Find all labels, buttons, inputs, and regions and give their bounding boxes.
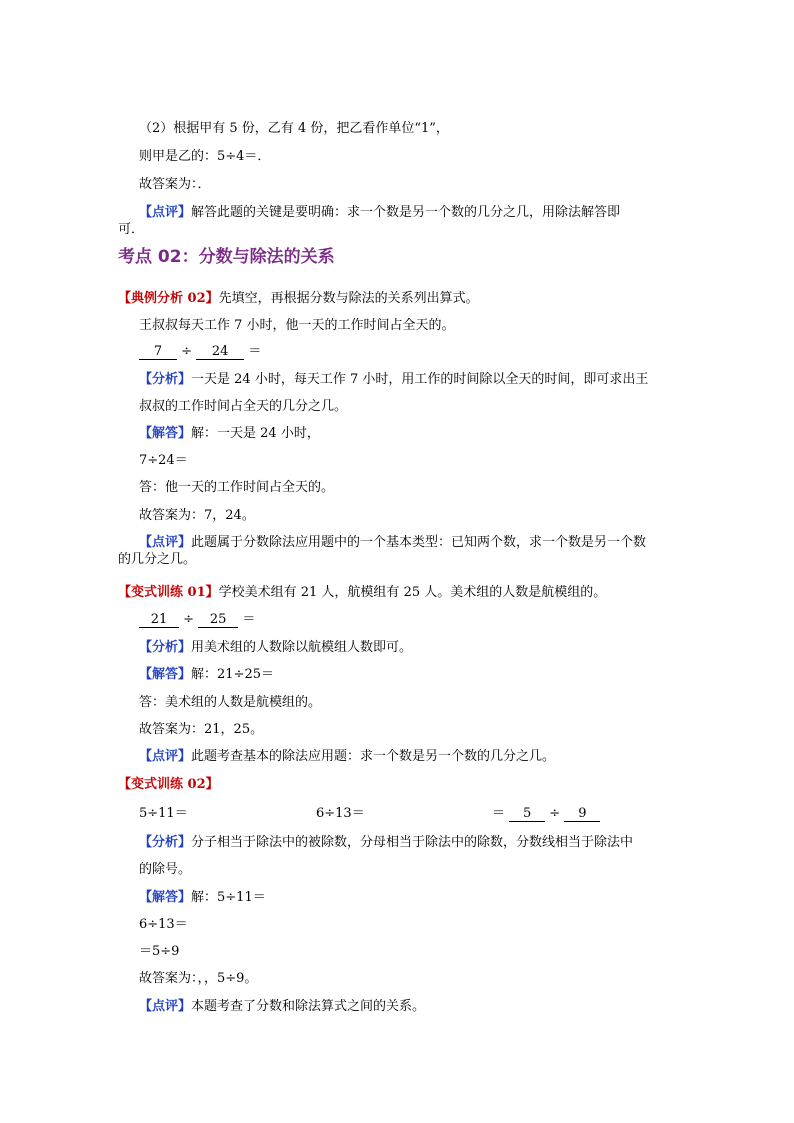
text-line: 答：他一天的工作时间占全天的。	[139, 480, 335, 495]
fill-in-line	[139, 343, 261, 361]
training-tag: 【变式训练 01】	[118, 585, 219, 600]
equal-sign: ＝	[248, 344, 262, 359]
solution-line	[139, 666, 274, 684]
fill-in-line	[139, 611, 255, 629]
review-tag: 【点评】	[139, 999, 192, 1014]
section-heading: 考点 02：分数与除法的关系	[118, 247, 335, 267]
review-tag: 【点评】	[139, 749, 192, 764]
analysis-line	[139, 834, 633, 852]
equation: 5÷11＝	[139, 806, 188, 821]
training-question-line	[118, 584, 606, 602]
text-line: ＝5÷9	[139, 944, 180, 959]
training-tag-line	[118, 776, 219, 794]
divide-sign: ÷	[181, 344, 193, 359]
text-line: 故答案为：21，25。	[139, 722, 264, 737]
review-text: 解答此题的关键是要明确：求一个数是另一个数的几分之几，用除法解答即	[191, 205, 621, 220]
analysis-line	[139, 639, 412, 657]
text-line: 答：美术组的人数是航模组的。	[139, 695, 322, 710]
review-text: 此题考查基本的除法应用题：求一个数是另一个数的几分之几。	[191, 749, 556, 764]
review-tag: 【点评】	[139, 535, 192, 550]
text-line: 则甲是乙的：5÷4＝．	[139, 149, 271, 164]
answer-blank: 7	[139, 344, 177, 360]
analysis-line	[139, 371, 648, 389]
solution-text: 解：21÷25＝	[191, 667, 274, 682]
text-line: 故答案为：7，24。	[139, 508, 255, 523]
solution-text: 解：5÷11＝	[191, 890, 266, 905]
review-text: 此题属于分数除法应用题中的一个基本类型：已知两个数，求一个数是另一个数	[191, 535, 647, 550]
equal-sign: ＝	[242, 612, 256, 627]
answer-blank: 9	[564, 806, 600, 822]
answer-blank: 5	[509, 806, 545, 822]
review-tag: 【点评】	[139, 205, 192, 220]
fill-in-line	[492, 805, 600, 823]
solution-line	[139, 425, 320, 443]
review-line	[139, 534, 646, 552]
text-line: 的除号。	[139, 862, 192, 877]
solution-tag: 【解答】	[139, 426, 192, 441]
solution-tag: 【解答】	[139, 667, 192, 682]
review-line	[139, 748, 555, 766]
review-line	[139, 204, 620, 222]
text-line: 故答案为：．	[139, 177, 211, 192]
solution-line	[139, 889, 266, 907]
text-line: 叔叔的工作时间占全天的几分之几。	[139, 399, 348, 414]
solution-tag: 【解答】	[139, 890, 192, 905]
analysis-tag: 【分析】	[139, 835, 192, 850]
text-line: （2）根据甲有 5 份，乙有 4 份，把乙看作单位“1”，	[139, 121, 449, 136]
text-line: 6÷13＝	[139, 917, 188, 932]
text-line: 王叔叔每天工作 7 小时，他一天的工作时间占全天的。	[139, 318, 455, 333]
training-tag: 【变式训练 02】	[118, 777, 219, 792]
solution-text: 解：一天是 24 小时，	[191, 426, 320, 441]
review-text: 本题考查了分数和除法算式之间的关系。	[191, 999, 426, 1014]
analysis-text: 一天是 24 小时，每天工作 7 小时，用工作的时间除以全天的时间，即可求出王	[191, 372, 649, 387]
review-line	[139, 998, 425, 1016]
analysis-text: 分子相当于除法中的被除数，分母相当于除法中的除数，分数线相当于除法中	[191, 835, 634, 850]
text-line: 可．	[118, 222, 145, 237]
example-tag: 【典例分析 02】	[118, 291, 219, 306]
text-line: 故答案为：，，5÷9。	[139, 971, 258, 986]
answer-blank: 25	[198, 612, 238, 628]
example-question: 先填空，再根据分数与除法的关系列出算式。	[218, 291, 479, 306]
text-line: 7÷24＝	[139, 453, 188, 468]
analysis-text: 用美术组的人数除以航模组人数即可。	[191, 640, 413, 655]
text-line: 的几分之几。	[118, 552, 197, 567]
answer-blank: 21	[139, 612, 179, 628]
equation: 6÷13＝	[316, 806, 365, 821]
analysis-tag: 【分析】	[139, 640, 192, 655]
example-question-line	[118, 290, 479, 308]
answer-blank: 24	[196, 344, 244, 360]
divide-sign: ÷	[183, 612, 195, 627]
equal-sign: ＝	[492, 806, 506, 821]
divide-sign: ÷	[549, 806, 561, 821]
training-question: 学校美术组有 21 人，航模组有 25 人。美术组的人数是航模组的。	[218, 585, 607, 600]
analysis-tag: 【分析】	[139, 372, 192, 387]
